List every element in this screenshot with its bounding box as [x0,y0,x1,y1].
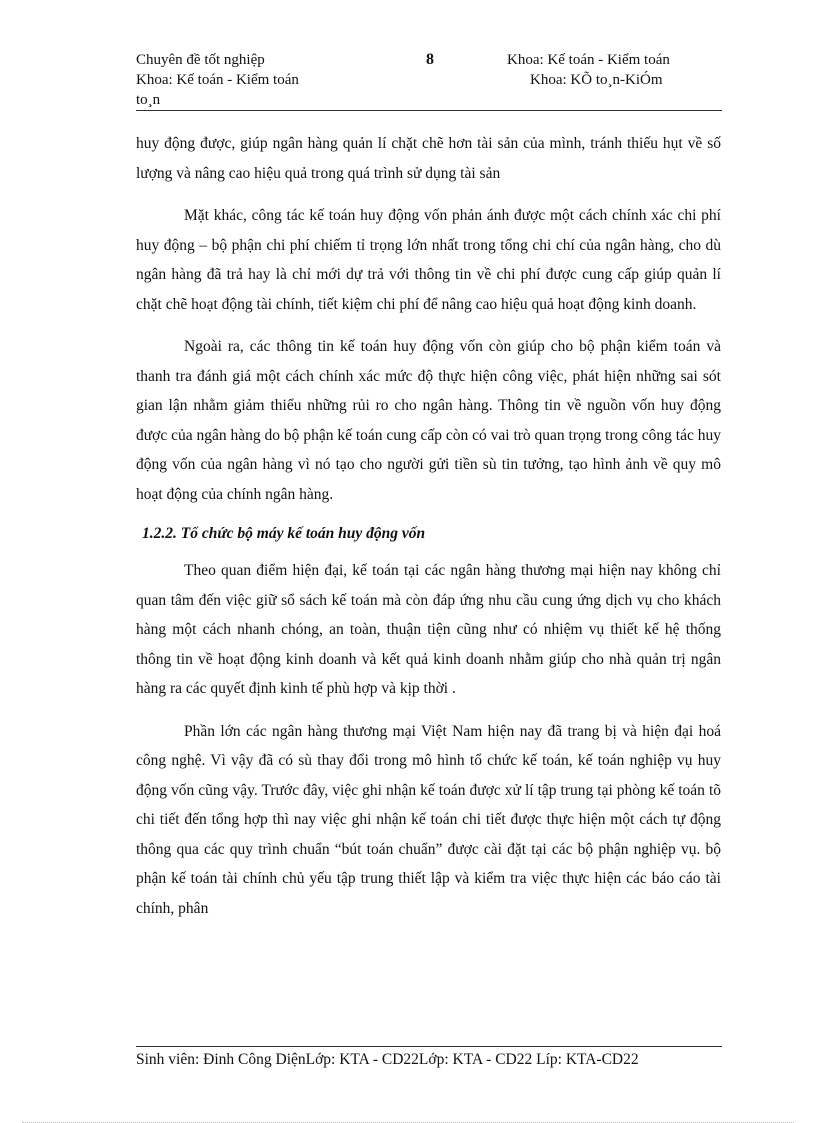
header-right-line2: Khoa: KÕ to¸n-KiÓm [530,72,663,88]
body-paragraph: Mặt khác, công tác kế toán huy động vốn phản ánh được một cách chính xác chi phí huy động – bộ phận chi phí chiếm tỉ trọng lớn nhất trong tổng chi chí của ngân hàng, cho dù ngân hàng đã trả hay là chỉ mới dự trả với thông tin về chi phí được cung cấp giúp quản lí chặt chẽ hoạt động tài chính, tiết kiệm chi phí để nâng cao hiệu quả hoạt động kinh doanh. [136,207,721,313]
body-paragraph: Ngoài ra, các thông tin kế toán huy động vốn còn giúp cho bộ phận kiểm toán và thanh tra đánh giá một cách chính xác mức độ thực hiện công việc, phát hiện những sai sót gian lận nhằm giảm thiểu những rủi ro cho ngân hàng. Thông tin về nguồn vốn huy động được của ngân hàng do bộ phận kế toán cung cấp còn có vai trò quan trọng trong công tác huy động vốn của ngân hàng vì nó tạo cho người gửi tiền sù tin tưởng, tạo hình ảnh về quy mô hoạt động của chính ngân hàng. [136,338,721,503]
section-heading: 1.2.2. Tổ chức bộ máy kế toán huy động vốn [142,525,426,542]
body-paragraph: Theo quan điểm hiện đại, kế toán tại các ngân hàng thương mại hiện nay không chỉ quan tâm đến việc giữ sổ sách kế toán mà còn đáp ứng nhu cầu cung ứng dịch vụ cho khách hàng một cách nhanh chóng, an toàn, thuận tiện cũng như có nhiệm vụ thiết kế hệ thống thông tin về hoạt động kinh doanh và kết quả kinh doanh nhằm giúp cho nhà quản trị ngân hàng ra các quyết định kinh tế phù hợp và kịp thời . [136,562,721,697]
body-paragraph: Phần lớn các ngân hàng thương mại Việt Nam hiện nay đã trang bị và hiện đại hoá công nghệ. Vì vậy đã có sù thay đổi trong mô hình tổ chức kế toán, kế toán nghiệp vụ huy động vốn cũng vậy. Trước đây, việc ghi nhận kế toán được xử lí tập trung tại phòng kế toán tõ chi tiết đến tổng hợp thì nay việc ghi nhận kế toán chi tiết được thực hiện một cách tự động thông qua các quy trình chuẩn “bút toán chuẩn” được cài đặt tại các bộ phận nghiệp vụ. bộ phận kế toán tài chính chủ yếu tập trung thiết lập và kiểm tra việc thực hiện các báo cáo tài chính, phân [136,722,721,917]
header-left-line3: to¸n [136,92,161,108]
footer-rule [136,1046,722,1047]
header-rule [136,110,722,111]
header-right-line1: Khoa: Kế toán - Kiểm toán [507,52,670,68]
header-left-line2: Khoa: Kế toán - Kiểm toán [136,72,299,88]
header-left-line1: Chuyên đề tốt nghiệp [136,52,265,68]
page-number: 8 [426,51,434,68]
page-footer: Sinh viên: Đinh Công DiệnLớp: KTA - CD22Lớp: KTA - CD22 Líp: KTA-CD22 [136,1051,639,1068]
document-body [136,129,721,936]
body-paragraph: huy động được, giúp ngân hàng quản lí chặt chẽ hơn tài sản của mình, tránh thiếu hụt về số lượng và nâng cao hiệu quả trong quá trình sử dụng tài sản [136,135,721,182]
